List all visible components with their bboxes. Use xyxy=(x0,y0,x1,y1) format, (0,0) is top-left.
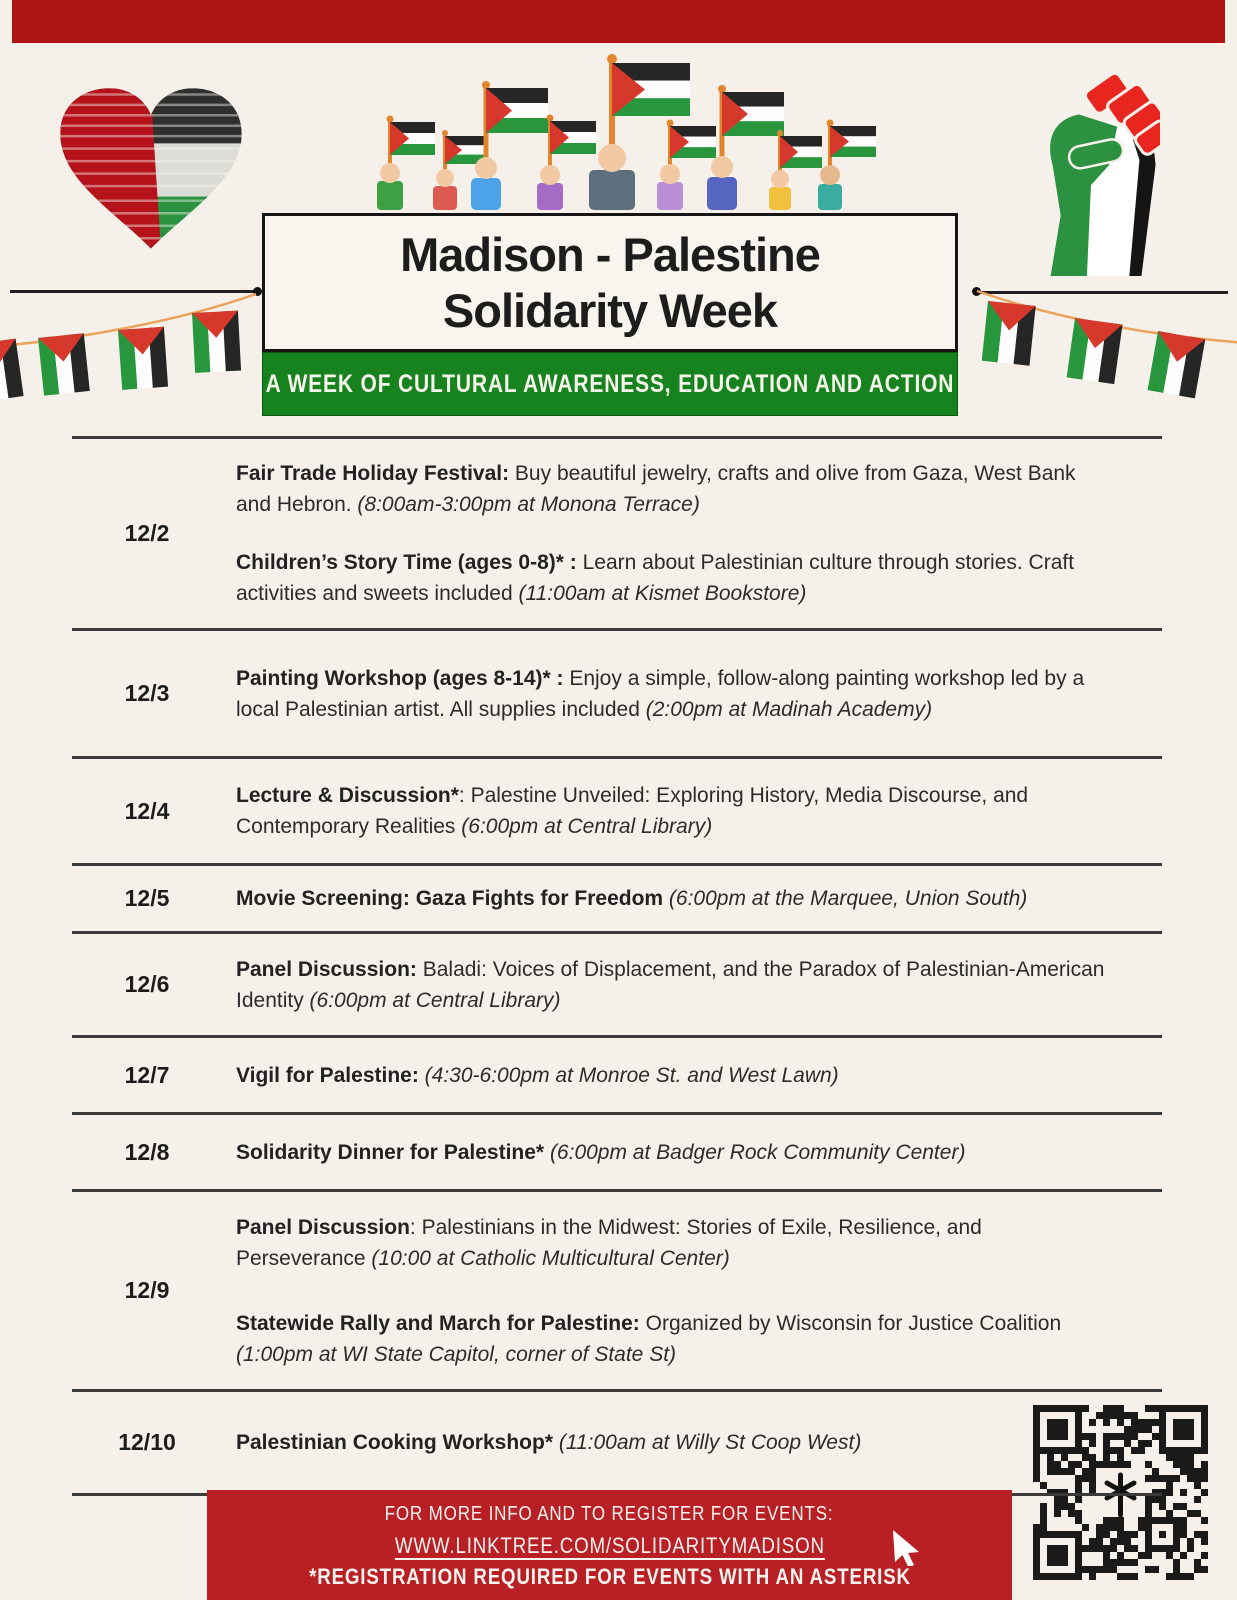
event-title: Children’s Story Time (ages 0-8)* : xyxy=(236,551,577,574)
footer-banner xyxy=(207,1490,1012,1600)
event-when: (1:00pm at WI State Capitol, corner of State St) xyxy=(236,1342,677,1366)
date-label: 12/8 xyxy=(124,1138,170,1165)
event-title: Panel Discussion xyxy=(236,1215,410,1239)
event-when: (4:30-6:00pm at Monroe St. and West Lawn) xyxy=(424,1063,839,1087)
date-label: 12/4 xyxy=(124,797,170,824)
event-when: (11:00am at Willy St Coop West) xyxy=(558,1431,862,1454)
schedule-row xyxy=(72,756,1162,863)
event-when: (10:00 at Catholic Multicultural Center) xyxy=(371,1246,730,1270)
schedule-row xyxy=(72,1389,1162,1496)
schedule-row xyxy=(72,931,1162,1035)
schedule-row xyxy=(72,1112,1162,1189)
event-desc: Buy beautiful jewelry, crafts and olive from Gaza, West Bank and Hebron. xyxy=(236,462,1076,516)
event-title: Fair Trade Holiday Festival: xyxy=(236,462,510,485)
schedule-row xyxy=(72,436,1162,628)
event-text xyxy=(236,954,1112,1016)
event-desc: Baladi: Voices of Displacement, and the Paradox of Palestinian-American Identity xyxy=(236,957,1105,1012)
event-text xyxy=(236,1427,1112,1458)
event-title: Lecture & Discussion* xyxy=(236,784,459,807)
footer-info-text: FOR MORE INFO AND TO REGISTER FOR EVENTS: xyxy=(385,1503,834,1525)
subtitle-banner xyxy=(262,352,958,416)
event-desc: Organized by Wisconsin for Justice Coalition xyxy=(639,1311,1062,1335)
cursor-icon xyxy=(893,1530,927,1566)
event-text xyxy=(236,1212,1112,1274)
page-title-line2: Solidarity Week xyxy=(442,283,778,337)
flag-bunting-icon xyxy=(0,285,270,425)
date-label: 12/7 xyxy=(124,1061,170,1088)
event-title: Panel Discussion: xyxy=(236,957,417,981)
schedule-row xyxy=(72,628,1162,756)
event-title: Vigil for Palestine: xyxy=(236,1063,419,1087)
schedule-row xyxy=(72,1189,1162,1389)
event-when: (6:00pm at Central Library) xyxy=(461,815,713,838)
flag-bunting-icon xyxy=(960,285,1237,410)
date-label: 12/5 xyxy=(124,885,170,911)
event-text xyxy=(236,458,1112,520)
hands-holding-flags-icon xyxy=(360,48,890,210)
date-label: 12/9 xyxy=(124,1277,170,1303)
event-when: (2:00pm at Madinah Academy) xyxy=(645,697,933,721)
palestine-flag-heart-icon xyxy=(52,84,250,256)
event-text xyxy=(236,663,1112,725)
footer-link[interactable]: WWW.LINKTREE.COM/SOLIDARITYMADISON xyxy=(394,1533,825,1558)
event-text xyxy=(236,780,1112,842)
event-text xyxy=(236,1308,1112,1370)
event-text xyxy=(236,1137,1112,1168)
event-text xyxy=(236,547,1112,609)
event-when: (6:00pm at Badger Rock Community Center) xyxy=(549,1140,966,1164)
event-when: (11:00am at Kismet Bookstore) xyxy=(518,582,807,605)
event-schedule xyxy=(72,436,1162,1496)
event-when: (6:00pm at Central Library) xyxy=(309,988,561,1012)
date-label: 12/2 xyxy=(124,520,170,546)
date-label: 12/6 xyxy=(124,971,170,997)
page-title-line1: Madison - Palestine xyxy=(400,227,820,281)
event-when: (6:00pm at the Marquee, Union South) xyxy=(668,887,1028,910)
footer-registration-note: *REGISTRATION REQUIRED FOR EVENTS WITH AN ASTERISK xyxy=(308,1564,911,1589)
event-title: Solidarity Dinner for Palestine* xyxy=(236,1140,545,1164)
top-red-bar xyxy=(12,0,1225,43)
event-title: Movie Screening: Gaza Fights for Freedom xyxy=(236,887,664,910)
event-text xyxy=(236,883,1112,914)
subtitle-text: A WEEK OF CULTURAL AWARENESS, EDUCATION AND ACTION xyxy=(265,369,955,398)
event-desc: Enjoy a simple, follow-along painting workshop led by a local Palestinian artist. All supplies included xyxy=(236,666,1085,721)
event-when: (8:00am-3:00pm at Monona Terrace) xyxy=(357,493,700,516)
event-desc: Learn about Palestinian culture through stories. Craft activities and sweets included xyxy=(236,551,1075,605)
event-title: Statewide Rally and March for Palestine: xyxy=(236,1311,640,1335)
schedule-row xyxy=(72,1035,1162,1112)
event-text xyxy=(236,1060,1112,1091)
event-title: Palestinian Cooking Workshop* xyxy=(236,1431,553,1454)
event-desc: : Palestine Unveiled: Exploring History, Media Discourse, and Contemporary Realities xyxy=(236,784,1029,838)
date-label: 12/3 xyxy=(124,680,170,706)
event-title: Painting Workshop (ages 8-14)* : xyxy=(236,666,564,690)
solidarity-fist-icon xyxy=(1028,64,1160,276)
event-desc: : Palestinians in the Midwest: Stories of Exile, Resilience, and Perseverance xyxy=(236,1215,982,1270)
schedule-row xyxy=(72,863,1162,931)
date-label: 12/10 xyxy=(118,1429,176,1455)
title-box xyxy=(262,213,958,352)
